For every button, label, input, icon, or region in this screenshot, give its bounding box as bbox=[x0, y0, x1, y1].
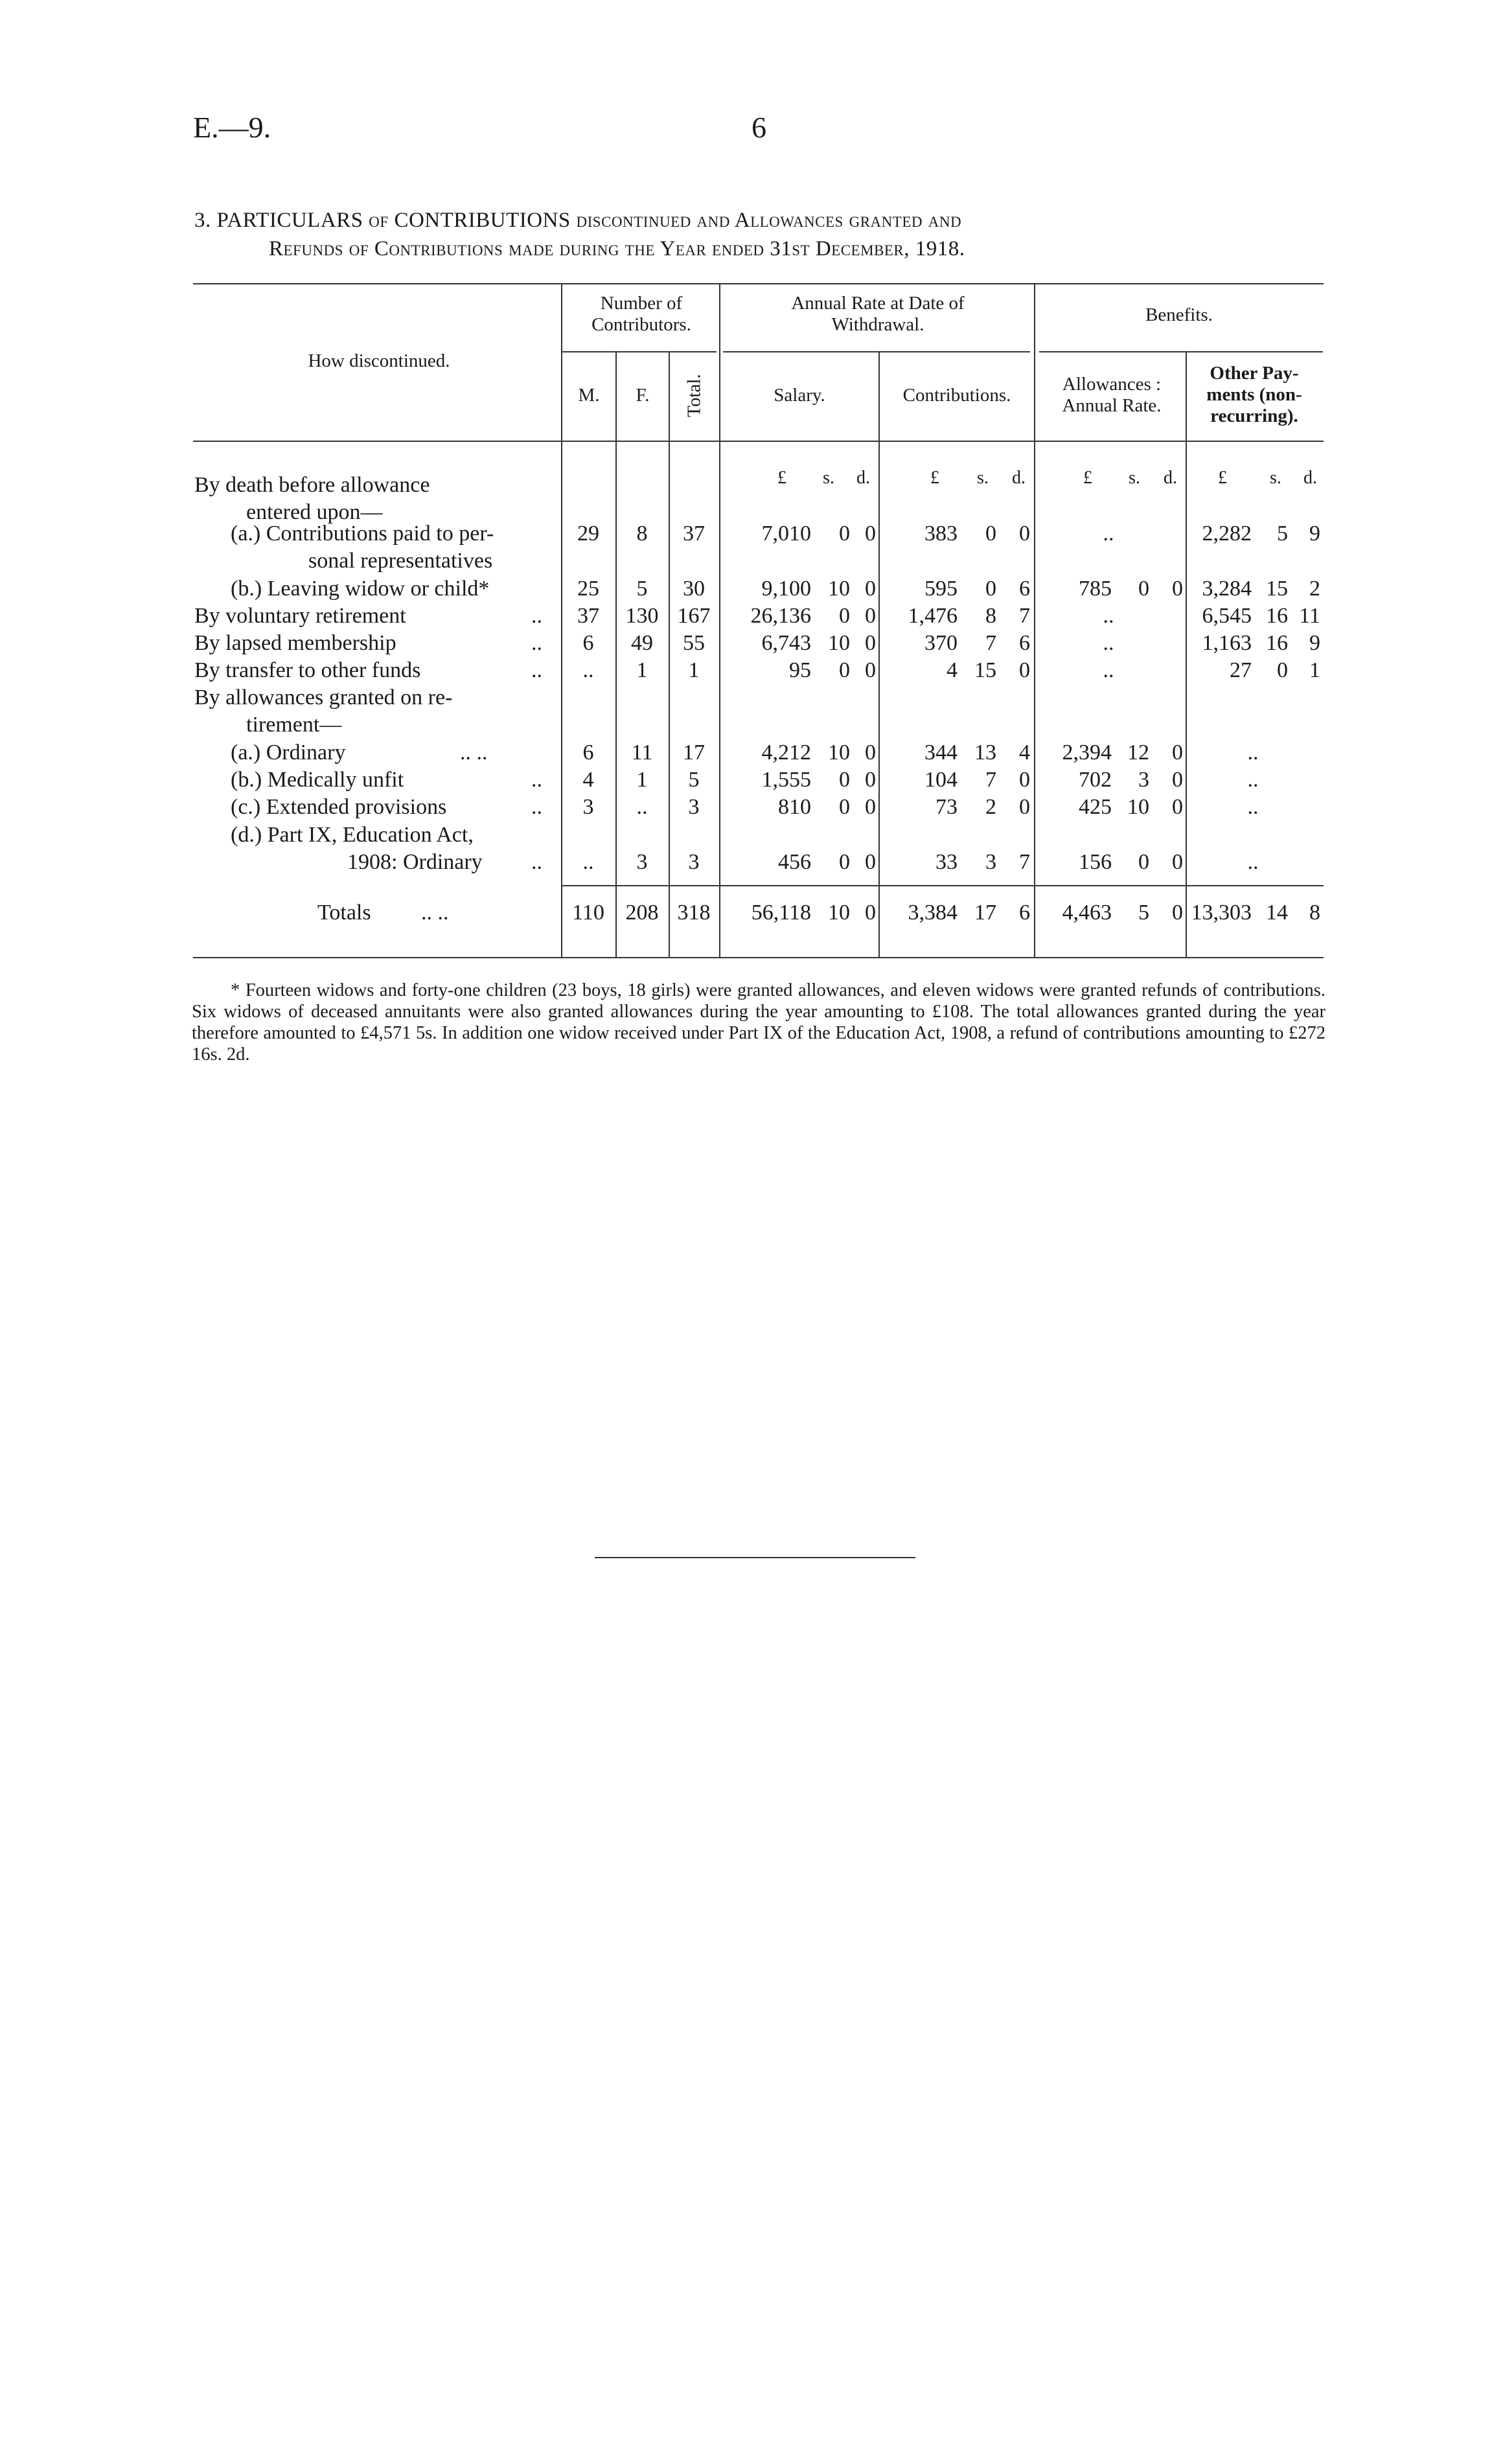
heading-part: of bbox=[369, 209, 389, 232]
cell-m: 6 bbox=[582, 631, 594, 655]
cell-con-pounds: 1,476 bbox=[908, 604, 958, 628]
row-label: (a.) Ordinary bbox=[231, 741, 346, 765]
row-label: (d.) Part IX, Education Act, bbox=[231, 823, 474, 847]
cell-f: 1 bbox=[636, 658, 648, 682]
row-label: By voluntary retirement bbox=[194, 604, 406, 628]
cell-m: .. bbox=[582, 658, 594, 682]
heading-part: discontinued and Allowances granted and bbox=[576, 209, 962, 232]
cell-all-pence: 0 bbox=[1172, 901, 1183, 925]
cell-m: .. bbox=[582, 850, 594, 874]
row-label-continued: 1908: Ordinary bbox=[347, 850, 483, 874]
cell-oth-pence: 9 bbox=[1309, 522, 1320, 546]
footnote: * Fourteen widows and forty-one children (23 boys, 18 girls) were granted allowances, and eleven widows were granted refunds of contributions. Six widows of deceased annuitants were also granted allowances during the year amounting to £108. The total allowances granted during the year therefore amounted to £4,571 5s. In addition one widow received under Part IX of the Education Act, 1908, a refund of contributions amounting to £272 16s. 2d. bbox=[192, 980, 1326, 1065]
cell-all-shillings: 3 bbox=[1138, 768, 1149, 792]
cell-all-pounds: 156 bbox=[1079, 850, 1112, 874]
cell-sal-shillings: 0 bbox=[839, 658, 850, 682]
cell-con-pence: 0 bbox=[1019, 795, 1030, 819]
cell-con-pounds: 33 bbox=[935, 850, 958, 874]
unit-d-allow: d. bbox=[1164, 468, 1177, 488]
cell-oth-pence: 2 bbox=[1309, 577, 1320, 601]
cell-oth-shillings: 5 bbox=[1277, 522, 1288, 546]
leader-dots: .. bbox=[531, 768, 542, 792]
cell-con-pounds: 383 bbox=[924, 522, 958, 546]
col-header-benefits-group: Benefits. bbox=[1145, 305, 1213, 325]
unit-pound-contrib: £ bbox=[930, 468, 939, 488]
cell-con-shillings: 13 bbox=[974, 741, 996, 765]
cell-sal-pounds: 95 bbox=[789, 658, 811, 682]
col-header-other: Other Pay- ments (non- recurring). bbox=[1206, 363, 1302, 426]
cell-sal-shillings: 10 bbox=[828, 741, 850, 765]
cell-con-pence: 4 bbox=[1019, 741, 1030, 765]
row-label: By allowances granted on re- bbox=[194, 685, 453, 709]
cell-oth-shillings: 14 bbox=[1266, 901, 1288, 925]
table-heading-line-1 bbox=[194, 209, 961, 233]
cell-all-nil: .. bbox=[1103, 604, 1114, 628]
cell-sal-pence: 0 bbox=[865, 522, 876, 546]
unit-pound-allow: £ bbox=[1083, 468, 1092, 488]
cell-f: 208 bbox=[625, 901, 659, 925]
cell-con-pounds: 73 bbox=[935, 795, 958, 819]
cell-con-pounds: 3,384 bbox=[908, 901, 958, 925]
cell-total: 3 bbox=[688, 850, 700, 874]
header-sub-rule-rate bbox=[723, 351, 1030, 352]
cell-con-shillings: 15 bbox=[974, 658, 996, 682]
unit-d-contrib: d. bbox=[1012, 468, 1026, 488]
cell-f: 1 bbox=[636, 768, 648, 792]
cell-con-pence: 0 bbox=[1019, 658, 1030, 682]
cell-f: .. bbox=[636, 795, 648, 819]
col-header-total: Total. bbox=[683, 374, 705, 417]
row-label-continued: entered upon— bbox=[246, 500, 383, 524]
cell-con-pounds: 344 bbox=[924, 741, 958, 765]
cell-sal-shillings: 0 bbox=[839, 795, 850, 819]
cell-all-pence: 0 bbox=[1172, 577, 1183, 601]
page-number: 6 bbox=[752, 111, 766, 144]
cell-con-pounds: 370 bbox=[924, 631, 958, 655]
cell-sal-shillings: 0 bbox=[839, 604, 850, 628]
cell-oth-shillings: 0 bbox=[1277, 658, 1288, 682]
cell-oth-pounds: 13,303 bbox=[1191, 901, 1252, 925]
totals-top-rule bbox=[562, 885, 1324, 886]
unit-pound-other: £ bbox=[1218, 468, 1227, 488]
table-bottom-rule bbox=[193, 957, 1324, 958]
col-header-salary: Salary. bbox=[774, 385, 825, 406]
cell-all-shillings: 10 bbox=[1127, 795, 1149, 819]
cell-f: 3 bbox=[636, 850, 648, 874]
cell-oth-pounds: 6,545 bbox=[1202, 604, 1252, 628]
heading-part: CONTRIBUTIONS bbox=[394, 209, 571, 232]
heading-part: 3. PARTICULARS bbox=[194, 209, 363, 232]
header-sub-rule-benefits bbox=[1039, 351, 1323, 352]
row-label-continued: tirement— bbox=[246, 713, 342, 737]
cell-total: 318 bbox=[677, 901, 711, 925]
cell-con-pence: 0 bbox=[1019, 522, 1030, 546]
table-heading-line-2: Refunds of Contributions made during the Year ended 31st December, 1918. bbox=[269, 237, 965, 260]
cell-sal-pounds: 6,743 bbox=[761, 631, 811, 655]
unit-s-allow: s. bbox=[1129, 468, 1140, 488]
row-label: By death before allowance bbox=[194, 473, 430, 497]
cell-con-shillings: 8 bbox=[985, 604, 996, 628]
cell-sal-pounds: 456 bbox=[778, 850, 811, 874]
cell-sal-shillings: 0 bbox=[839, 522, 850, 546]
cell-sal-pounds: 1,555 bbox=[761, 768, 811, 792]
row-label: By transfer to other funds bbox=[194, 658, 421, 682]
row-label: (b.) Leaving widow or child* bbox=[231, 577, 490, 601]
cell-sal-pence: 0 bbox=[865, 768, 876, 792]
cell-total: 167 bbox=[677, 604, 711, 628]
leader-dots: .. bbox=[531, 658, 542, 682]
document-reference: E.—9. bbox=[193, 111, 271, 144]
cell-m: 37 bbox=[577, 604, 599, 628]
cell-con-pence: 6 bbox=[1019, 631, 1030, 655]
cell-oth-pence: 11 bbox=[1299, 604, 1320, 628]
cell-all-pence: 0 bbox=[1172, 741, 1183, 765]
cell-all-nil: .. bbox=[1103, 522, 1114, 546]
leader-dots: .. bbox=[531, 631, 542, 655]
cell-total: 1 bbox=[688, 658, 700, 682]
cell-con-shillings: 0 bbox=[985, 577, 996, 601]
cell-m: 3 bbox=[582, 795, 594, 819]
cell-oth-pounds: 1,163 bbox=[1202, 631, 1252, 655]
cell-all-nil: .. bbox=[1103, 631, 1114, 655]
cell-oth-pounds: 2,282 bbox=[1202, 522, 1252, 546]
row-label: (c.) Extended provisions bbox=[231, 795, 447, 819]
cell-con-shillings: 3 bbox=[985, 850, 996, 874]
col-header-number-group: Number of Contributors. bbox=[591, 293, 691, 335]
cell-con-pounds: 104 bbox=[924, 768, 958, 792]
cell-m: 29 bbox=[577, 522, 599, 546]
cell-m: 25 bbox=[577, 577, 599, 601]
cell-sal-pence: 0 bbox=[865, 658, 876, 682]
cell-oth-shillings: 16 bbox=[1266, 604, 1288, 628]
cell-f: 11 bbox=[631, 741, 653, 765]
cell-oth-nil: .. bbox=[1247, 741, 1259, 765]
cell-total: 55 bbox=[683, 631, 705, 655]
leader-dots: .. .. bbox=[460, 741, 488, 765]
cell-sal-pounds: 7,010 bbox=[761, 522, 811, 546]
cell-sal-shillings: 10 bbox=[828, 631, 850, 655]
cell-all-shillings: 12 bbox=[1127, 741, 1149, 765]
leader-dots: .. bbox=[531, 795, 542, 819]
cell-oth-shillings: 15 bbox=[1266, 577, 1288, 601]
cell-all-pounds: 2,394 bbox=[1062, 741, 1112, 765]
row-label: (a.) Contributions paid to per- bbox=[231, 522, 494, 546]
cell-sal-pence: 0 bbox=[865, 850, 876, 874]
cell-con-shillings: 17 bbox=[974, 901, 996, 925]
cell-oth-pence: 8 bbox=[1309, 901, 1320, 925]
cell-all-shillings: 0 bbox=[1138, 850, 1149, 874]
cell-con-pence: 7 bbox=[1019, 850, 1030, 874]
cell-con-shillings: 2 bbox=[985, 795, 996, 819]
cell-con-shillings: 7 bbox=[985, 768, 996, 792]
header-sub-rule-number bbox=[562, 351, 717, 352]
leader-dots: .. bbox=[531, 850, 542, 874]
cell-oth-pence: 1 bbox=[1309, 658, 1320, 682]
cell-all-pounds: 4,463 bbox=[1062, 901, 1112, 925]
cell-sal-pence: 0 bbox=[865, 577, 876, 601]
cell-oth-nil: .. bbox=[1247, 850, 1259, 874]
cell-sal-pence: 0 bbox=[865, 741, 876, 765]
col-header-how: How discontinued. bbox=[308, 351, 450, 371]
col-header-rate-group: Annual Rate at Date of Withdrawal. bbox=[791, 293, 965, 335]
cell-all-pounds: 702 bbox=[1079, 768, 1112, 792]
table-top-rule bbox=[193, 283, 1324, 284]
unit-s-contrib: s. bbox=[977, 468, 989, 488]
cell-sal-pence: 0 bbox=[865, 795, 876, 819]
cell-f: 130 bbox=[625, 604, 659, 628]
unit-s-salary: s. bbox=[823, 468, 834, 488]
cell-f: 8 bbox=[636, 522, 648, 546]
cell-oth-pence: 9 bbox=[1309, 631, 1320, 655]
cell-con-pounds: 4 bbox=[947, 658, 958, 682]
col-header-allowances: Allowances : Annual Rate. bbox=[1062, 374, 1162, 416]
cell-m: 4 bbox=[582, 768, 594, 792]
cell-all-pence: 0 bbox=[1172, 768, 1183, 792]
cell-total: 30 bbox=[683, 577, 705, 601]
cell-all-nil: .. bbox=[1103, 658, 1114, 682]
cell-sal-pounds: 56,118 bbox=[751, 901, 811, 925]
cell-oth-pounds: 27 bbox=[1230, 658, 1252, 682]
cell-total: 3 bbox=[688, 795, 700, 819]
col-header-f: F. bbox=[636, 385, 650, 406]
cell-total: 37 bbox=[683, 522, 705, 546]
row-label-continued: sonal representatives bbox=[308, 549, 493, 573]
cell-sal-pounds: 4,212 bbox=[761, 741, 811, 765]
cell-con-shillings: 7 bbox=[985, 631, 996, 655]
cell-con-shillings: 0 bbox=[985, 522, 996, 546]
cell-m: 6 bbox=[582, 741, 594, 765]
cell-con-pounds: 595 bbox=[924, 577, 958, 601]
cell-sal-shillings: 0 bbox=[839, 768, 850, 792]
unit-d-salary: d. bbox=[856, 468, 870, 488]
leader-dots: .. bbox=[531, 604, 542, 628]
cell-sal-pounds: 810 bbox=[778, 795, 811, 819]
cell-oth-nil: .. bbox=[1247, 768, 1259, 792]
cell-sal-pounds: 9,100 bbox=[761, 577, 811, 601]
unit-s-other: s. bbox=[1270, 468, 1281, 488]
cell-all-pounds: 425 bbox=[1079, 795, 1112, 819]
unit-pound-salary: £ bbox=[777, 468, 786, 488]
cell-all-pence: 0 bbox=[1172, 850, 1183, 874]
cell-sal-shillings: 10 bbox=[828, 901, 850, 925]
cell-all-pounds: 785 bbox=[1079, 577, 1112, 601]
totals-label: Totals bbox=[317, 901, 371, 925]
page-end-rule bbox=[595, 1557, 915, 1558]
cell-sal-shillings: 10 bbox=[828, 577, 850, 601]
cell-con-pence: 7 bbox=[1019, 604, 1030, 628]
leader-dots: .. .. bbox=[421, 901, 449, 925]
row-label: (b.) Medically unfit bbox=[231, 768, 404, 792]
header-bottom-rule bbox=[193, 441, 1324, 442]
cell-all-shillings: 0 bbox=[1138, 577, 1149, 601]
cell-con-pence: 0 bbox=[1019, 768, 1030, 792]
col-header-m: M. bbox=[578, 385, 600, 406]
cell-sal-pence: 0 bbox=[865, 901, 876, 925]
cell-con-pence: 6 bbox=[1019, 901, 1030, 925]
unit-d-other: d. bbox=[1303, 468, 1317, 488]
cell-sal-pence: 0 bbox=[865, 631, 876, 655]
cell-all-shillings: 5 bbox=[1138, 901, 1149, 925]
cell-f: 5 bbox=[636, 577, 648, 601]
cell-oth-pounds: 3,284 bbox=[1202, 577, 1252, 601]
cell-sal-shillings: 0 bbox=[839, 850, 850, 874]
row-label: By lapsed membership bbox=[194, 631, 396, 655]
cell-oth-nil: .. bbox=[1247, 795, 1259, 819]
cell-sal-pence: 0 bbox=[865, 604, 876, 628]
cell-con-pence: 6 bbox=[1019, 577, 1030, 601]
cell-total: 5 bbox=[688, 768, 700, 792]
cell-total: 17 bbox=[683, 741, 705, 765]
cell-sal-pounds: 26,136 bbox=[750, 604, 811, 628]
cell-all-pence: 0 bbox=[1172, 795, 1183, 819]
cell-m: 110 bbox=[572, 901, 604, 925]
cell-oth-shillings: 16 bbox=[1266, 631, 1288, 655]
col-header-contributions: Contributions. bbox=[902, 385, 1011, 406]
cell-f: 49 bbox=[631, 631, 653, 655]
